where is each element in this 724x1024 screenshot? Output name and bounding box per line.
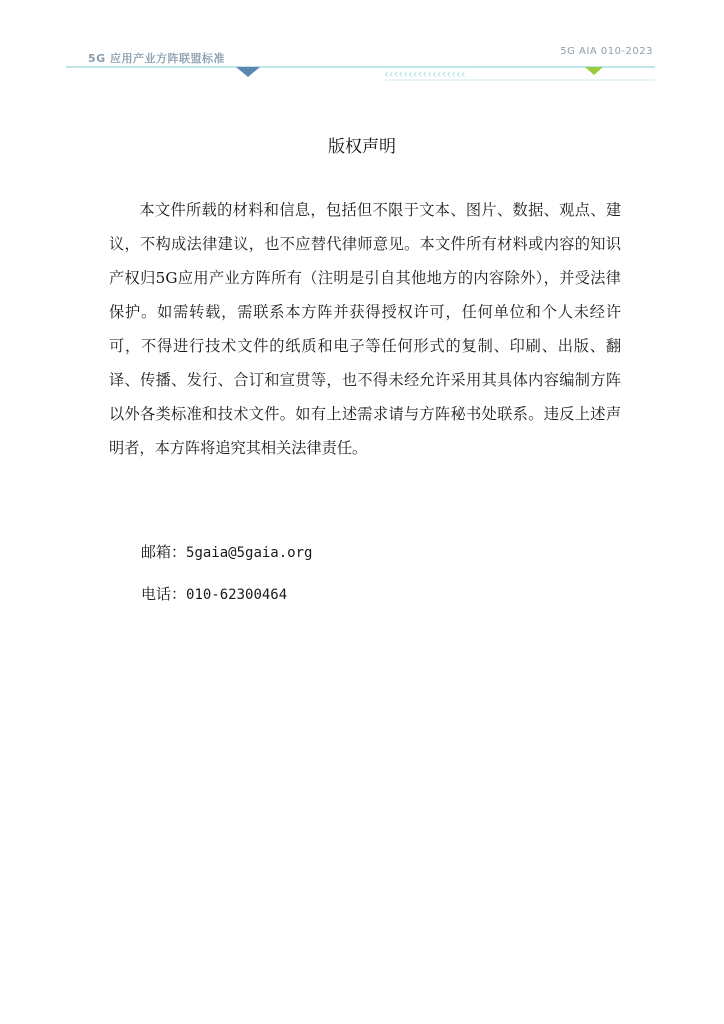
phone-label: 电话： [141,585,187,603]
email-label: 邮箱： [141,543,187,561]
phone-value: 010-62300464 [186,587,288,603]
header-decoration [0,0,724,90]
contact-email [141,541,312,562]
document-code: 5G AIA 010-2023 [560,46,653,57]
page-title: 版权声明 [328,137,396,157]
copyright-statement: 本文件所载的材料和信息，包括但不限于文本、图片、数据、观点、建议，不构成法律建议，也不应替代律师意见。本文件所有材料或内容的知识产权归5G应用产业方阵所有（注明是引自其他地方的内容除外），并受法律保护。如需转载，需联系本方阵并获得授权许可，任何单位和个人未经许可，不得进行技术文件的纸质和电子等任何形式的复制、印刷、出版、翻译、传播、发行、合订和宣贯等，也不得未经允许采用其具体内容编制方阵以外各类标准和技术文件。如有上述需求请与方阵秘书处联系。违反上述声明者，本方阵将追究其相关法律责任。 [109,201,621,457]
page-header [0,0,724,90]
chevron-arrows-icon: ‹‹‹‹‹‹‹‹‹‹‹‹‹‹‹‹‹ [384,67,466,81]
contact-phone [141,583,287,604]
header-green-marker [585,67,603,75]
email-value[interactable]: 5gaia@5gaia.org [186,545,313,561]
header-blue-marker [236,67,260,77]
org-name: 5G 应用产业方阵联盟标准 [88,52,226,65]
